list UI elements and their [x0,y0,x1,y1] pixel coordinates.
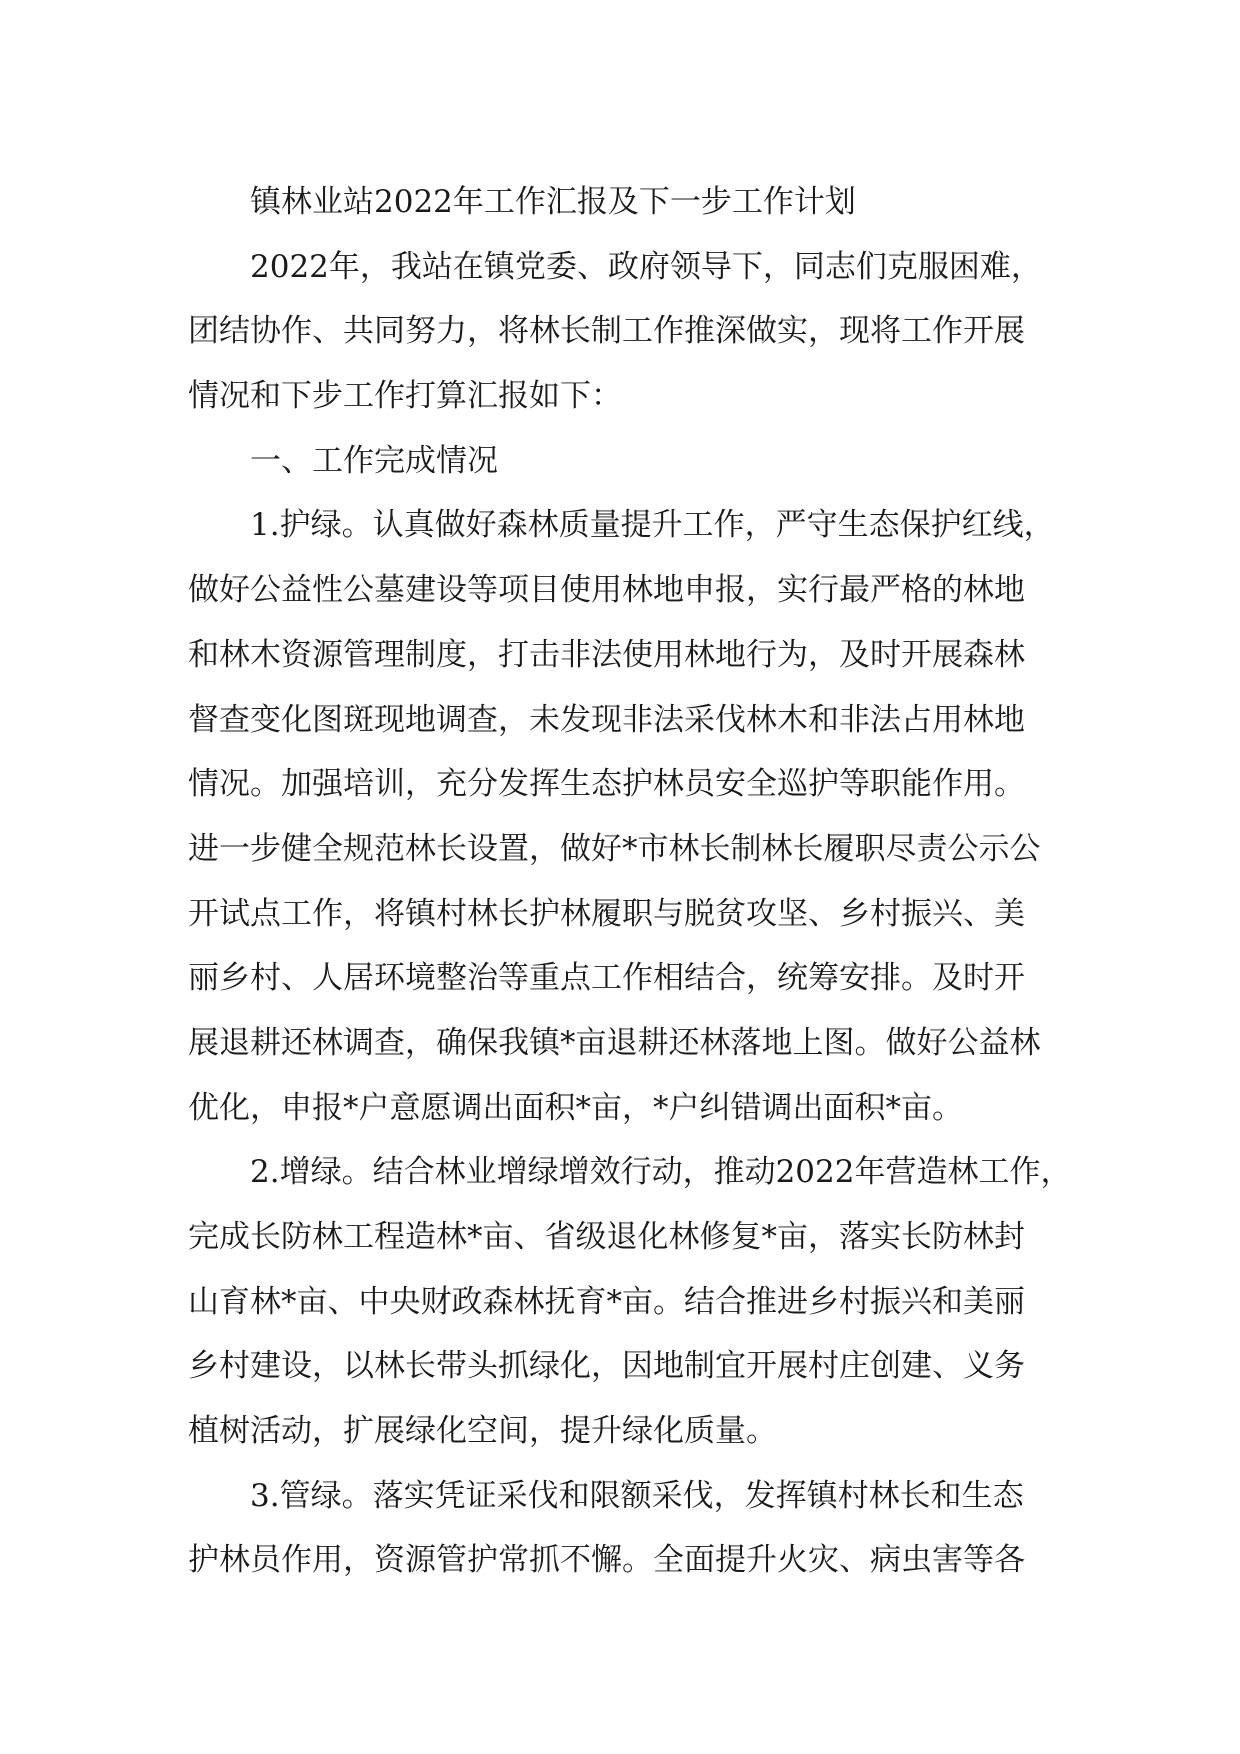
paragraph-line: 完成长防林工程造林*亩、省级退化林修复*亩，落实长防林封 [188,1219,1025,1255]
document-body [188,170,1072,1593]
paragraph-line: 开试点工作，将镇村林长护林履职与脱贫攻坚、乡村振兴、美 [188,895,1025,932]
paragraph-line: 情况和下步工作打算汇报如下： [188,378,622,415]
paragraph-line: 2.增绿。结合林业增绿增效行动，推动2022年营造林工作， [250,1154,1072,1191]
paragraph-line: 山育林*亩、中央财政森林抚育*亩。结合推进乡村振兴和美丽 [188,1283,1025,1320]
document-title: 镇林业站2022年工作汇报及下一步工作计划 [250,184,856,220]
paragraph-line: 情况。加强培训，充分发挥生态护林员安全巡护等职能作用。 [188,766,1025,803]
paragraph-line: 优化，申报*户意愿调出面积*亩，*户纠错调出面积*亩。 [188,1089,963,1126]
paragraph-line: 做好公益性公墓建设等项目使用林地申报，实行最严格的林地 [188,572,1025,609]
paragraph-line: 护林员作用，资源管护常抓不懈。全面提升火灾、病虫害等各 [188,1542,1025,1579]
paragraph-line: 植树活动，扩展绿化空间，提升绿化质量。 [188,1413,777,1450]
paragraph-line: 进一步健全规范林长设置，做好*市林长制林长履职尽责公示公 [188,830,1041,867]
paragraph-line: 丽乡村、人居环境整治等重点工作相结合，统筹安排。及时开 [188,960,1025,997]
paragraph-line: 督查变化图斑现地调查，未发现非法采伐林木和非法占用林地 [188,701,1025,738]
paragraph-line: 展退耕还林调查，确保我镇*亩退耕还林落地上图。做好公益林 [188,1024,1041,1061]
paragraph-line: 和林木资源管理制度，打击非法使用林地行为，及时开展森林 [188,636,1025,673]
paragraph-line: 2022年，我站在镇党委、政府领导下，同志们克服困难， [250,248,1042,285]
paragraph-line: 乡村建设，以林长带头抓绿化，因地制宜开展村庄创建、义务 [188,1348,1025,1385]
section-heading: 一、工作完成情况 [250,442,498,479]
paragraph-line: 团结协作、共同努力，将林长制工作推深做实，现将工作开展 [188,313,1025,350]
paragraph-line: 3.管绿。落实凭证采伐和限额采伐，发挥镇村林长和生态 [250,1477,1024,1514]
paragraph-line: 1.护绿。认真做好森林质量提升工作，严守生态保护红线， [250,507,1055,544]
